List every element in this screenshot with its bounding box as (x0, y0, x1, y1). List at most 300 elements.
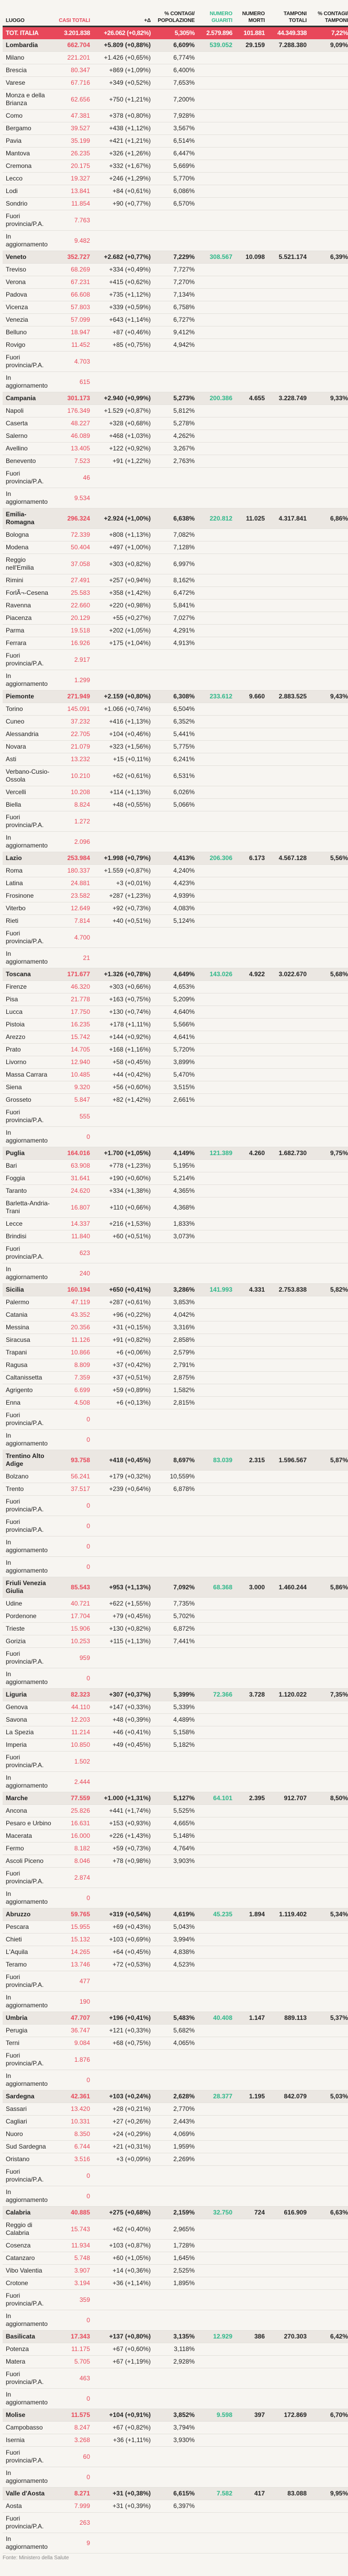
cell-pct-tests (307, 786, 348, 799)
cell-place: Vibo Valentia (3, 2265, 55, 2277)
cell-place: Cagliari (3, 2116, 55, 2128)
cell-recovered (195, 832, 232, 852)
region-row (3, 1450, 348, 1471)
cell-pct-pop: 2,770% (151, 2103, 195, 2116)
cell-tests (265, 865, 307, 877)
cell-deaths (232, 1019, 265, 1031)
cell-cases: 24.881 (55, 877, 90, 890)
cell-cases: 14.265 (55, 1946, 90, 1959)
cell-recovered (195, 670, 232, 691)
cell-pct-tests (307, 1127, 348, 1147)
cell-cases: 37.058 (55, 554, 90, 574)
cell-delta: +3 (+0,01%) (90, 877, 151, 890)
cell-cases: 21.079 (55, 741, 90, 753)
province-row (3, 1701, 348, 1714)
cell-cases: 16.235 (55, 1019, 90, 1031)
cell-place: Reggio di Calabria (3, 2219, 55, 2240)
cell-delta: +869 (+1,09%) (90, 64, 151, 77)
cell-recovered (195, 1372, 232, 1384)
cell-delta: +103 (+0,87%) (90, 2240, 151, 2252)
cell-tests (265, 185, 307, 198)
cell-deaths (232, 1397, 265, 1409)
cell-deaths (232, 902, 265, 915)
cell-pct-tests (307, 430, 348, 443)
cell-place: In aggiornamento (3, 1772, 55, 1792)
cell-deaths: 101.881 (232, 27, 265, 40)
cell-pct-pop: 4,149% (151, 1147, 195, 1160)
cell-cases: 14.705 (55, 1044, 90, 1056)
cell-tests (265, 135, 307, 148)
cell-place: Trapani (3, 1347, 55, 1359)
cell-tests (265, 1334, 307, 1347)
cell-pct-tests (307, 1069, 348, 1081)
cell-tests (265, 2290, 307, 2310)
cell-place: In aggiornamento (3, 670, 55, 691)
cell-pct-pop: 6,308% (151, 691, 195, 703)
cell-cases: 171.677 (55, 968, 90, 981)
region-row (3, 39, 348, 52)
cell-tests: 1.596.567 (265, 1450, 307, 1471)
cell-deaths (232, 2500, 265, 2513)
cell-deaths (232, 1496, 265, 1516)
cell-delta: +37 (+0,42%) (90, 1359, 151, 1372)
province-row (3, 1081, 348, 1094)
cell-pct-pop (151, 1557, 195, 1577)
cell-pct-pop (151, 2513, 195, 2533)
header-deaths[interactable]: NUMERO MORTI (242, 11, 265, 24)
cell-delta: +37 (+0,51%) (90, 1372, 151, 1384)
province-row (3, 2467, 348, 2488)
province-row (3, 1230, 348, 1243)
cell-cases: 25.583 (55, 587, 90, 600)
cell-cases: 8.182 (55, 1843, 90, 1855)
cell-tests (265, 2116, 307, 2128)
cell-pct-tests (307, 877, 348, 890)
cell-cases: 67.231 (55, 276, 90, 289)
cell-place: Varese (3, 77, 55, 89)
cell-place: Fuori provincia/P.A. (3, 1752, 55, 1772)
cell-recovered (195, 339, 232, 352)
province-row (3, 2025, 348, 2037)
cell-delta: +60 (+0,51%) (90, 1230, 151, 1243)
cell-cases: 47.707 (55, 2012, 90, 2025)
cell-recovered (195, 1094, 232, 1106)
cell-pct-pop: 3,135% (151, 2331, 195, 2343)
cell-recovered (195, 1855, 232, 1868)
cell-pct-tests (307, 2153, 348, 2166)
cell-deaths (232, 2265, 265, 2277)
cell-recovered (195, 173, 232, 185)
cell-delta: +6 (+0,06%) (90, 1347, 151, 1359)
cell-deaths (232, 811, 265, 832)
cell-place: Macerata (3, 1830, 55, 1843)
cell-pct-tests (307, 600, 348, 612)
cell-delta: +1.000 (+1,31%) (90, 1792, 151, 1805)
cell-deaths (232, 612, 265, 625)
cell-deaths (232, 1218, 265, 1230)
cell-delta: +287 (+0,61%) (90, 1296, 151, 1309)
cell-delta: +96 (+0,22%) (90, 1309, 151, 1321)
cell-delta: +31 (+0,15%) (90, 1321, 151, 1334)
cell-deaths (232, 488, 265, 509)
cell-deaths (232, 122, 265, 135)
cell-tests (265, 1648, 307, 1668)
cell-tests (265, 1805, 307, 1817)
province-row (3, 2037, 348, 2050)
province-row (3, 1309, 348, 1321)
cell-cases: 0 (55, 2070, 90, 2091)
header-recovered[interactable]: NUMERO GUARITI (209, 11, 232, 24)
cell-delta: +257 (+0,94%) (90, 574, 151, 587)
cell-recovered (195, 1843, 232, 1855)
cell-place: Parma (3, 625, 55, 637)
cell-pct-pop: 6,397% (151, 2500, 195, 2513)
cell-recovered (195, 2141, 232, 2153)
province-row (3, 1069, 348, 1081)
cell-tests (265, 1701, 307, 1714)
cell-cases: 46.320 (55, 981, 90, 993)
cell-place: Treviso (3, 264, 55, 276)
cell-delta: +103 (+0,24%) (90, 2091, 151, 2103)
cell-recovered (195, 198, 232, 210)
cell-tests (265, 1160, 307, 1172)
region-row (3, 1577, 348, 1598)
cell-cases: 7.523 (55, 455, 90, 468)
cell-place: Latina (3, 877, 55, 890)
cell-cases: 1.502 (55, 1752, 90, 1772)
cell-deaths (232, 1483, 265, 1496)
cell-deaths (232, 1347, 265, 1359)
cell-pct-pop (151, 2310, 195, 2331)
cell-pct-tests (307, 2447, 348, 2467)
cell-delta (90, 1971, 151, 1992)
cell-delta: +808 (+1,13%) (90, 529, 151, 541)
cell-delta: +349 (+0,52%) (90, 77, 151, 89)
province-row (3, 488, 348, 509)
cell-pct-pop: 6,872% (151, 1623, 195, 1635)
cell-cases: 15.743 (55, 2219, 90, 2240)
cell-deaths (232, 1069, 265, 1081)
covid-table-container[interactable] (3, 0, 348, 2554)
cell-place: Siracusa (3, 1334, 55, 1347)
cell-pct-tests: 9,75% (307, 1147, 348, 1160)
cell-pct-tests (307, 625, 348, 637)
cell-cases: 13.420 (55, 2103, 90, 2116)
cell-delta (90, 811, 151, 832)
cell-deaths (232, 600, 265, 612)
cell-deaths (232, 1648, 265, 1668)
cell-cases: 0 (55, 1888, 90, 1908)
cell-pct-tests (307, 2368, 348, 2389)
cell-place: Verona (3, 276, 55, 289)
cell-recovered (195, 468, 232, 488)
cell-recovered: 68.368 (195, 1577, 232, 1598)
cell-tests (265, 1635, 307, 1648)
cell-tests (265, 2103, 307, 2116)
cell-cases: 14.337 (55, 1218, 90, 1230)
cell-cases: 145.091 (55, 703, 90, 716)
cell-recovered (195, 1610, 232, 1623)
cell-tests (265, 1185, 307, 1197)
cell-delta: +48 (+0,39%) (90, 1714, 151, 1726)
header-pct-tests[interactable]: % CONTAGI/ TAMPONI (318, 11, 348, 24)
cell-delta: +416 (+1,13%) (90, 716, 151, 728)
cell-delta (90, 1263, 151, 1284)
cell-place: Venezia (3, 314, 55, 326)
cell-cases: 20.356 (55, 1321, 90, 1334)
cell-delta: +84 (+0,61%) (90, 185, 151, 198)
cell-recovered (195, 741, 232, 753)
cell-pct-tests (307, 443, 348, 455)
header-delta[interactable]: +Δ (144, 18, 151, 24)
cell-pct-pop (151, 1992, 195, 2012)
cell-tests (265, 2219, 307, 2240)
cell-place: Fuori provincia/P.A. (3, 1868, 55, 1888)
cell-pct-tests (307, 1921, 348, 1934)
cell-deaths (232, 1321, 265, 1334)
cell-pct-pop: 3,267% (151, 443, 195, 455)
cell-deaths (232, 52, 265, 64)
cell-delta (90, 1409, 151, 1430)
cell-deaths: 4.922 (232, 968, 265, 981)
cell-tests (265, 670, 307, 691)
cell-tests (265, 1868, 307, 1888)
cell-delta: +163 (+0,75%) (90, 993, 151, 1006)
cell-pct-pop: 3,567% (151, 122, 195, 135)
province-row (3, 799, 348, 811)
cell-cases: 0 (55, 1127, 90, 1147)
cell-cases: 11.575 (55, 2409, 90, 2422)
cell-recovered (195, 1726, 232, 1739)
cell-place: Napoli (3, 405, 55, 417)
cell-recovered (195, 1805, 232, 1817)
cell-pct-pop: 5,043% (151, 1921, 195, 1934)
cell-place: Rimini (3, 574, 55, 587)
cell-pct-pop: 6,997% (151, 554, 195, 574)
cell-tests (265, 468, 307, 488)
cell-cases: 0 (55, 2467, 90, 2488)
cell-recovered (195, 1701, 232, 1714)
cell-pct-tests (307, 981, 348, 993)
cell-place: Monza e della Brianza (3, 89, 55, 110)
cell-pct-pop: 3,899% (151, 1056, 195, 1069)
cell-recovered (195, 1296, 232, 1309)
cell-tests (265, 198, 307, 210)
cell-recovered (195, 1830, 232, 1843)
cell-recovered (195, 2343, 232, 2356)
header-cases[interactable]: CASI TOTALI (59, 18, 90, 24)
cell-deaths (232, 77, 265, 89)
cell-pct-tests (307, 2128, 348, 2141)
cell-recovered (195, 1172, 232, 1185)
region-row (3, 1147, 348, 1160)
cell-deaths (232, 637, 265, 650)
cell-recovered (195, 1536, 232, 1557)
cell-recovered (195, 1934, 232, 1946)
cell-pct-tests (307, 1635, 348, 1648)
cell-tests: 912.707 (265, 1792, 307, 1805)
cell-tests (265, 574, 307, 587)
cell-recovered (195, 1959, 232, 1971)
province-row (3, 1888, 348, 1908)
cell-deaths: 4.655 (232, 392, 265, 405)
cell-cases: 463 (55, 2368, 90, 2389)
cell-delta: +2.682 (+0,77%) (90, 251, 151, 264)
cell-delta: +56 (+0,60%) (90, 1081, 151, 1094)
cell-recovered (195, 1471, 232, 1483)
cell-delta: +31 (+0,38%) (90, 2488, 151, 2500)
province-row (3, 314, 348, 326)
province-row (3, 1557, 348, 1577)
cell-cases: 16.000 (55, 1830, 90, 1843)
cell-cases: 8.247 (55, 2422, 90, 2434)
cell-pct-pop: 5,148% (151, 1830, 195, 1843)
cell-pct-pop: 4,069% (151, 2128, 195, 2141)
cell-recovered (195, 372, 232, 392)
cell-cases: 0 (55, 2389, 90, 2409)
cell-cases: 9 (55, 2533, 90, 2554)
cell-tests (265, 2343, 307, 2356)
cell-recovered (195, 1069, 232, 1081)
cell-pct-pop (151, 2290, 195, 2310)
cell-pct-tests (307, 703, 348, 716)
province-row (3, 326, 348, 339)
cell-place: Ragusa (3, 1359, 55, 1372)
cell-tests (265, 77, 307, 89)
cell-recovered (195, 1888, 232, 1908)
cell-recovered (195, 554, 232, 574)
cell-delta: +144 (+0,92%) (90, 1031, 151, 1044)
cell-place: Lazio (3, 852, 55, 865)
cell-pct-pop (151, 1127, 195, 1147)
cell-cases: 21 (55, 948, 90, 968)
province-row (3, 832, 348, 852)
cell-cases: 0 (55, 2310, 90, 2331)
cell-deaths (232, 890, 265, 902)
cell-cases: 2.096 (55, 832, 90, 852)
cell-pct-tests (307, 1347, 348, 1359)
cell-pct-tests (307, 231, 348, 251)
cell-deaths (232, 210, 265, 231)
cell-deaths (232, 2070, 265, 2091)
cell-deaths (232, 2050, 265, 2070)
cell-pct-tests (307, 1218, 348, 1230)
cell-tests (265, 753, 307, 766)
cell-deaths (232, 1959, 265, 1971)
cell-pct-tests: 6,70% (307, 2409, 348, 2422)
cell-place: Bergamo (3, 122, 55, 135)
cell-pct-tests (307, 1397, 348, 1409)
header-pct-pop[interactable]: % CONTAGI/ POPOLAZIONE (158, 11, 195, 24)
cell-tests (265, 1230, 307, 1243)
cell-delta: +287 (+1,23%) (90, 890, 151, 902)
province-row (3, 1160, 348, 1172)
cell-tests (265, 1069, 307, 1081)
cell-cases: 11.854 (55, 198, 90, 210)
cell-pct-pop: 6,504% (151, 703, 195, 716)
cell-cases: 10.331 (55, 2116, 90, 2128)
cell-pct-pop (151, 2389, 195, 2409)
cell-tests (265, 417, 307, 430)
cell-deaths (232, 728, 265, 741)
cell-deaths (232, 1843, 265, 1855)
cell-tests (265, 1006, 307, 1019)
province-row (3, 2434, 348, 2447)
cell-pct-pop: 5,127% (151, 1792, 195, 1805)
cell-place: Potenza (3, 2343, 55, 2356)
cell-place: Vicenza (3, 301, 55, 314)
cell-pct-pop: 5,812% (151, 405, 195, 417)
province-row (3, 2290, 348, 2310)
cell-pct-pop: 3,286% (151, 1284, 195, 1296)
cell-pct-tests (307, 1056, 348, 1069)
cell-recovered (195, 2037, 232, 2050)
cell-deaths: 11.025 (232, 509, 265, 529)
cell-tests (265, 1726, 307, 1739)
cell-deaths (232, 2447, 265, 2467)
cell-place: In aggiornamento (3, 231, 55, 251)
cell-cases: 12.649 (55, 902, 90, 915)
header-tests[interactable]: TAMPONI TOTALI (284, 11, 307, 24)
cell-pct-tests (307, 2310, 348, 2331)
cell-place: Chieti (3, 1934, 55, 1946)
cell-pct-pop: 7,200% (151, 89, 195, 110)
cell-pct-pop (151, 2166, 195, 2186)
cell-delta: +303 (+0,66%) (90, 981, 151, 993)
cell-pct-tests (307, 832, 348, 852)
province-row (3, 2277, 348, 2290)
cell-pct-tests (307, 902, 348, 915)
header-place[interactable]: LUOGO (6, 18, 25, 24)
table-body (3, 27, 348, 2554)
cell-pct-tests (307, 1230, 348, 1243)
cell-cases: 1.876 (55, 2050, 90, 2070)
cell-tests (265, 2533, 307, 2554)
province-row (3, 2186, 348, 2207)
cell-delta (90, 2050, 151, 2070)
cell-recovered: 12.929 (195, 2331, 232, 2343)
cell-tests (265, 1384, 307, 1397)
cell-pct-tests (307, 2116, 348, 2128)
cell-recovered (195, 753, 232, 766)
cell-pct-tests: 8,50% (307, 1792, 348, 1805)
cell-pct-tests: 5,68% (307, 968, 348, 981)
cell-pct-pop: 5,209% (151, 993, 195, 1006)
province-row (3, 2265, 348, 2277)
cell-delta: +49 (+0,45%) (90, 1739, 151, 1752)
province-row (3, 766, 348, 786)
cell-pct-tests: 9,09% (307, 39, 348, 52)
cell-pct-tests (307, 339, 348, 352)
cell-delta: +24 (+0,29%) (90, 2128, 151, 2141)
cell-pct-pop: 4,083% (151, 902, 195, 915)
cell-recovered (195, 2533, 232, 2554)
cell-pct-tests (307, 2356, 348, 2368)
province-row (3, 1855, 348, 1868)
cell-tests (265, 1557, 307, 1577)
cell-deaths: 3.728 (232, 1689, 265, 1701)
cell-pct-tests (307, 1243, 348, 1263)
cell-deaths (232, 1384, 265, 1397)
cell-deaths (232, 1635, 265, 1648)
cell-deaths (232, 1992, 265, 2012)
cell-deaths: 4.331 (232, 1284, 265, 1296)
cell-tests (265, 637, 307, 650)
cell-recovered (195, 1635, 232, 1648)
cell-delta: +40 (+0,51%) (90, 915, 151, 928)
cell-tests (265, 1172, 307, 1185)
cell-cases: 17.704 (55, 1610, 90, 1623)
